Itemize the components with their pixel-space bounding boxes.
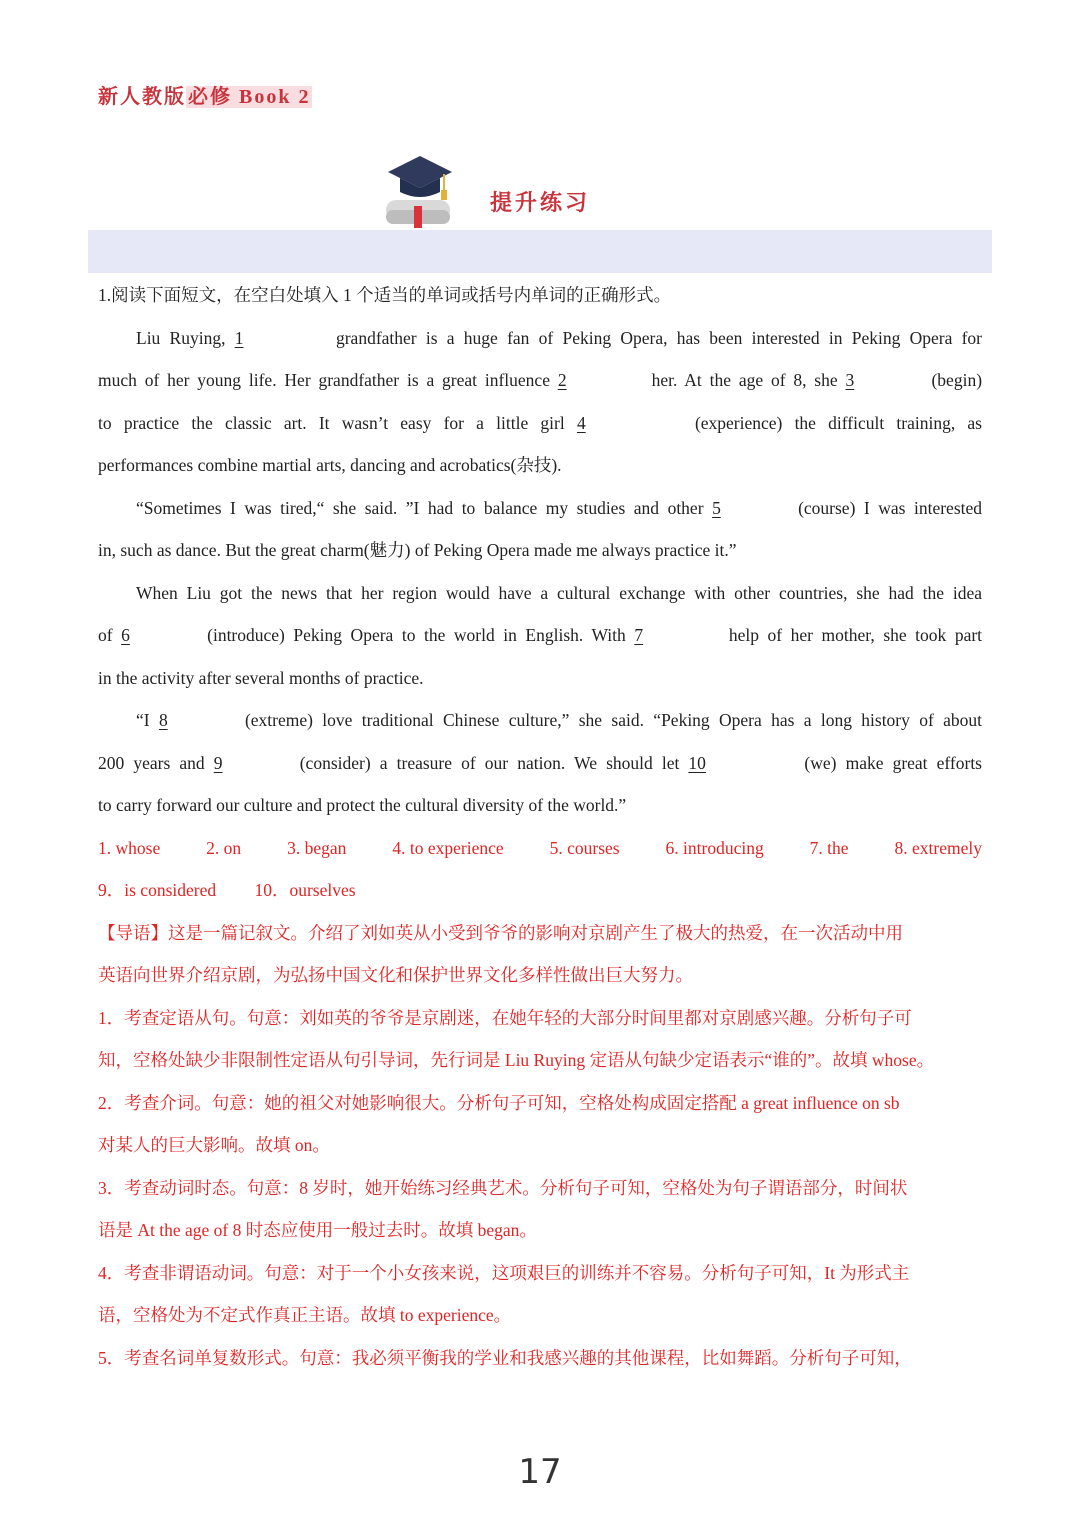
explanation-line: 4．考查非谓语动词。句意：对于一个小女孩来说，这项艰巨的训练并不容易。分析句子可知，It 为形式主 <box>98 1262 910 1283</box>
answer-item: 8. extremely <box>894 837 982 858</box>
blank-8: 8 <box>158 710 168 730</box>
passage-line: “I 8 (extreme) love traditional Chinese culture,” she said. “Peking Opera has a long history of about <box>98 699 982 742</box>
blank-4: 4 <box>576 412 586 433</box>
passage-line: of 6 (introduce) Peking Opera to the world in English. With 7 help of her mother, she took part <box>98 614 982 657</box>
answer-item: 1. whose <box>98 837 161 858</box>
blank-9: 9 <box>213 752 223 773</box>
passage-line: to carry forward our culture and protect the cultural diversity of the world.” <box>98 795 627 815</box>
passage-line: When Liu got the news that her region would have a cultural exchange with other countries, she had the idea <box>136 582 982 603</box>
header-volume: 必修 Book 2 <box>188 86 311 108</box>
passage-line: performances combine martial arts, dancing and acrobatics(杂技). <box>98 455 562 475</box>
book-header <box>98 80 312 109</box>
passage-line: in, such as dance. But the great charm(魅力) of Peking Opera made me always practice it.” <box>98 540 737 560</box>
explanation-line: 对某人的巨大影响。故填 on。 <box>98 1135 330 1155</box>
answer-item: 5. courses <box>549 837 620 858</box>
blank-6: 6 <box>121 625 130 645</box>
answer-item: 6. introducing <box>665 837 764 858</box>
explanation-line: 语是 At the age of 8 时态应使用一般过去时。故填 began。 <box>98 1220 537 1240</box>
answer-item: 2. on <box>206 837 242 858</box>
blank-2: 2 <box>557 370 567 390</box>
exercise-content <box>98 274 982 1379</box>
passage-line: Liu Ruying, 1 grandfather is a huge fan of Peking Opera, has been interested in Peking Opera for <box>98 317 982 360</box>
explanation-line: 3．考查动词时态。句意：8 岁时，她开始练习经典艺术。分析句子可知，空格处为句子谓语部分，时间状 <box>98 1177 908 1198</box>
blank-3: 3 <box>845 370 855 390</box>
answer-key <box>98 869 982 912</box>
blank-5: 5 <box>712 497 721 518</box>
answer-key <box>98 827 982 870</box>
passage-line: 200 years and 9 (consider) a treasure of our nation. We should let 10 (we) make great efforts <box>98 742 982 785</box>
passage-line: “Sometimes I was tired,“ she said. ”I had to balance my studies and other 5 (course) I was interested <box>98 487 982 530</box>
answer-item: 9．is considered <box>98 880 217 900</box>
header-series: 新人教版 <box>98 86 186 108</box>
explanation-line: 【导语】这是一篇记叙文。介绍了刘如英从小受到爷爷的影响对京剧产生了极大的热爱，在一次活动中用 <box>98 922 903 943</box>
explanation-line: 5．考查名词单复数形式。句意：我必须平衡我的学业和我感兴趣的其他课程，比如舞蹈。分析句子可知， <box>98 1347 912 1368</box>
explanation-line: 知，空格处缺少非限制性定语从句引导词，先行词是 Liu Ruying 定语从句缺少定语表示“谁的”。故填 whose。 <box>98 1050 935 1070</box>
answer-item: 10．ourselves <box>254 880 356 900</box>
explanation-line: 英语向世界介绍京剧，为弘扬中国文化和保护世界文化多样性做出巨大努力。 <box>98 965 693 985</box>
passage-line: much of her young life. Her grandfather is a great influence 2 her. At the age of 8, she 3 (begin) <box>98 359 982 402</box>
answer-item: 3. began <box>287 837 347 858</box>
explanation-line: 语，空格处为不定式作真正主语。故填 to experience。 <box>98 1305 512 1325</box>
answer-item: 7. the <box>809 837 849 858</box>
passage-line: to practice the classic art. It wasn’t easy for a little girl 4 (experience) the difficult training, as <box>98 402 982 445</box>
blank-1: 1 <box>234 327 244 348</box>
page-number: 17 <box>518 1452 562 1492</box>
section-title: 提升练习 <box>490 190 591 215</box>
instruction: 1.阅读下面短文，在空白处填入 1 个适当的单词或括号内单词的正确形式。 <box>98 285 672 305</box>
answer-item: 4. to experience <box>392 837 504 858</box>
explanation-line: 2．考查介词。句意：她的祖父对她影响很大。分析句子可知，空格处构成固定搭配 a great influence on sb <box>98 1092 900 1113</box>
explanation-line: 1．考查定语从句。句意：刘如英的爷爷是京剧迷，在她年轻的大部分时间里都对京剧感兴趣。分析句子可 <box>98 1007 912 1028</box>
blank-7: 7 <box>634 625 644 645</box>
blank-10: 10 <box>688 752 706 773</box>
passage-line: in the activity after several months of practice. <box>98 667 424 688</box>
section-band <box>88 230 992 273</box>
graduation-cap-icon <box>380 150 460 232</box>
